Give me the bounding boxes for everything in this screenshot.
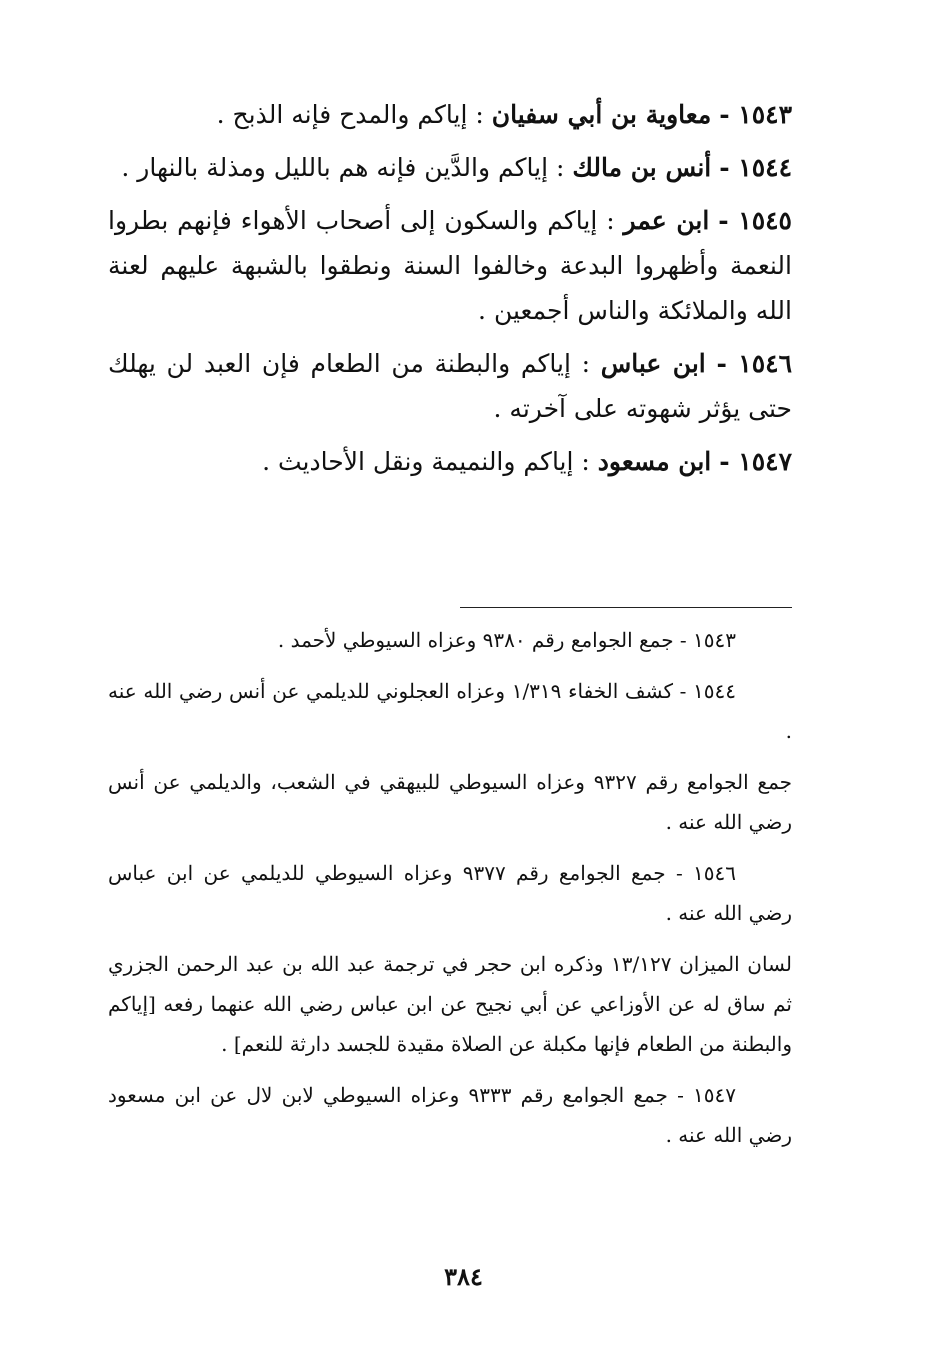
- footnote-1546: ١٥٤٦ - جمع الجوامع رقم ٩٣٧٧ وعزاه السيوطي للديلمي عن ابن عباس رضي الله عنه .: [108, 861, 792, 925]
- narrator-name: أنس بن مالك: [572, 153, 712, 182]
- entry-text: : إياكم والنميمة ونقل الأحاديث .: [262, 447, 598, 476]
- footnote-1547: ١٥٤٧ - جمع الجوامع رقم ٩٣٣٣ وعزاه السيوطي لابن لال عن ابن مسعود رضي الله عنه .: [108, 1083, 792, 1147]
- entry-1546: [108, 341, 792, 431]
- narrator-name: ابن عباس: [600, 349, 706, 378]
- footnote-divider: [460, 607, 792, 608]
- entry-text: : إياكم والبطنة من الطعام فإن العبد لن يهلك حتى يؤثر شهوته على آخرته .: [108, 349, 792, 423]
- entry-number: ١٥٤٦ -: [716, 349, 793, 378]
- footnote-1544: ١٥٤٤ - كشف الخفاء ١/٣١٩ وعزاه العجلوني للديلمي عن أنس رضي الله عنه .: [108, 679, 792, 743]
- entry-number: ١٥٤٣ -: [719, 100, 792, 129]
- entry-number: ١٥٤٧ -: [719, 447, 792, 476]
- narrator-name: ابن عمر: [623, 206, 710, 235]
- entry-1543: [108, 92, 792, 137]
- entry-text: : إياكم والمدح فإنه الذبح .: [216, 100, 492, 129]
- entry-number: ١٥٤٤ -: [719, 153, 792, 182]
- footnotes: [108, 620, 792, 1166]
- footnote-1545: جمع الجوامع رقم ٩٣٢٧ وعزاه السيوطي للبيهقي في الشعب، والديلمي عن أنس رضي الله عنه .: [108, 770, 792, 834]
- entry-1544: [108, 145, 792, 190]
- entry-1545: [108, 198, 792, 333]
- footnote-1546-continued: لسان الميزان ١٣/١٢٧ وذكره ابن حجر في ترجمة عبد الله بن عبد الرحمن الجزري ثم ساق له عن الأوزاعي عن أبي نجيح عن ابن عباس رضي الله عنهما رفعه [إياكم والبطنة من الطعام فإنها مكبلة عن الصلاة مقيدة للجسد دارثة للنعم] .: [108, 952, 792, 1056]
- narrator-name: معاوية بن أبي سفيان: [491, 100, 712, 129]
- footnote-1543: ١٥٤٣ - جمع الجوامع رقم ٩٣٨٠ وعزاه السيوطي لأحمد .: [277, 628, 736, 652]
- narrator-name: ابن مسعود: [597, 447, 712, 476]
- entry-number: ١٥٤٥ -: [718, 206, 792, 235]
- page-number: ٣٨٤: [444, 1262, 483, 1291]
- entry-text: : إياكم والدَّين فإنه هم بالليل ومذلة بالنهار .: [121, 153, 573, 182]
- entry-1547: [108, 439, 792, 484]
- main-text: [108, 92, 792, 492]
- entry-text: : إياكم والسكون إلى أصحاب الأهواء فإنهم بطروا النعمة وأظهروا البدعة وخالفوا السنة ونطقوا بالشبهة عليهم لعنة الله والملائكة والناس أجمعين .: [108, 206, 792, 325]
